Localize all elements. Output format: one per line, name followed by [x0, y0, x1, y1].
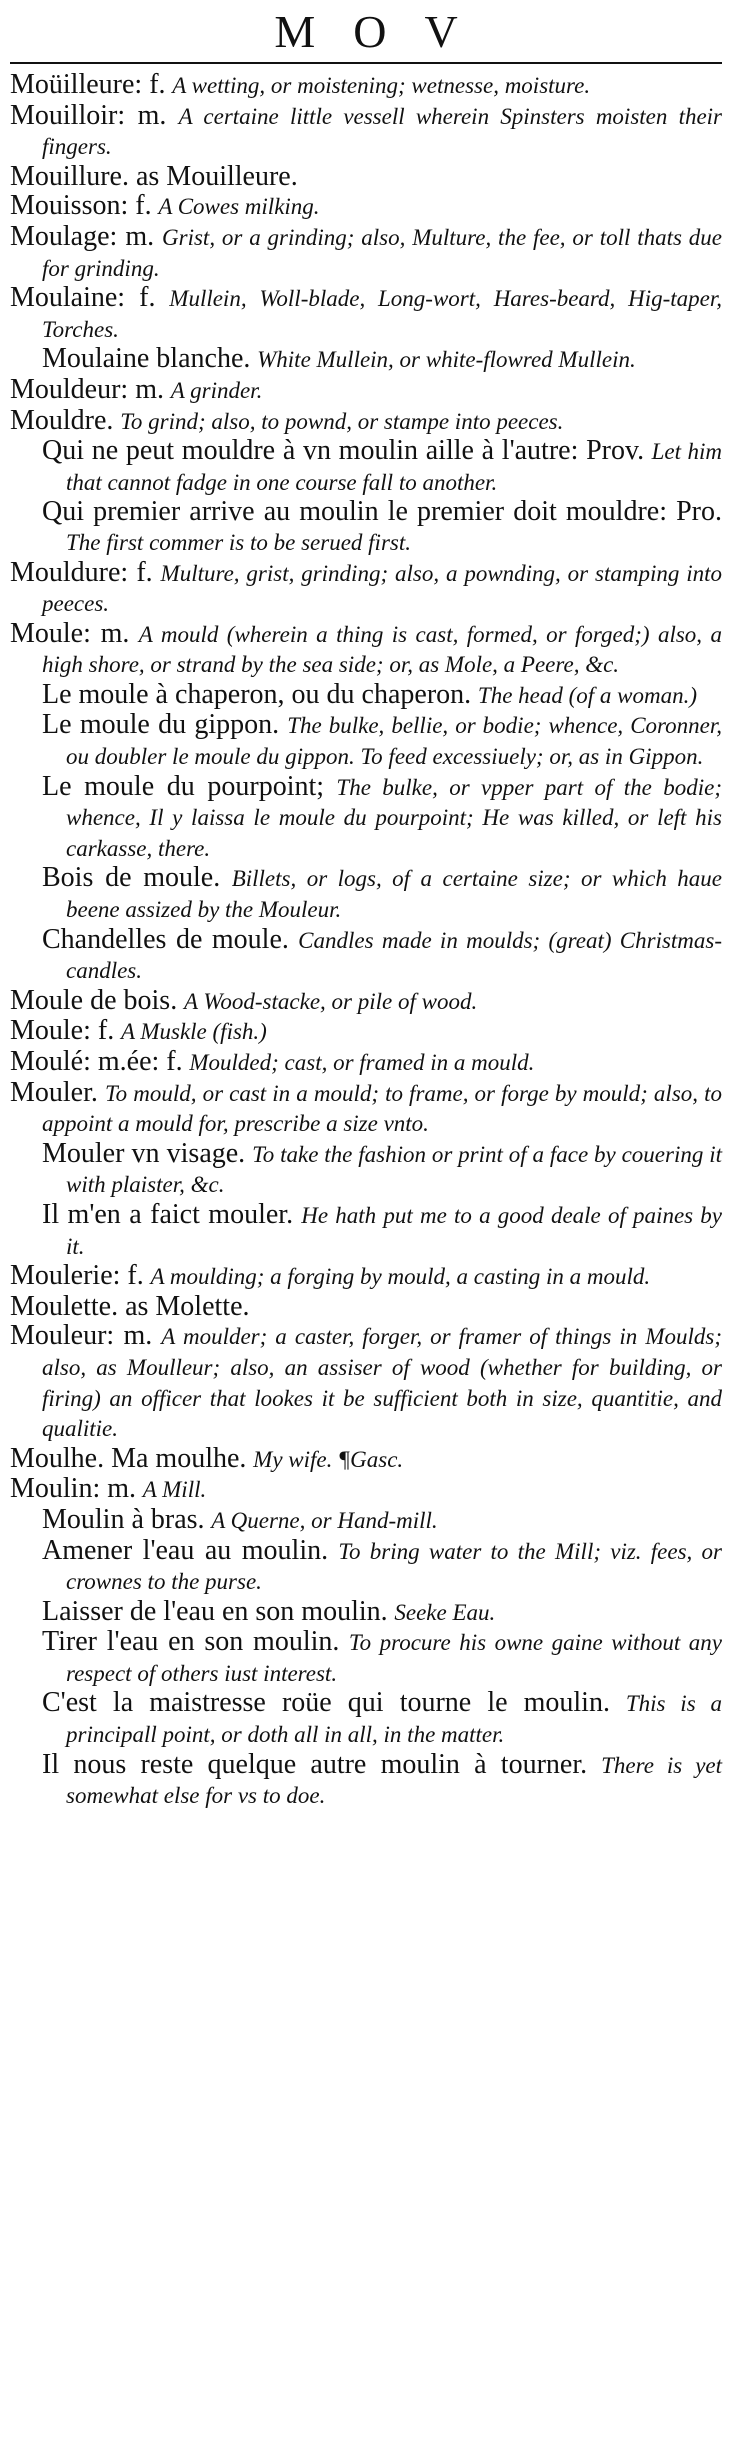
- entry-headword: Moüilleure: f.: [10, 69, 166, 100]
- entry-headword: Moulaine: f.: [10, 282, 156, 314]
- entry-headword: Moule: m.: [10, 617, 130, 649]
- entry-gloss: A Querne, or Hand-mill.: [211, 1507, 438, 1533]
- entry-headword: Mouisson: f.: [10, 190, 152, 222]
- entry-headword: Moulé: m.ée: f.: [10, 1046, 183, 1077]
- entry-headword: Moulhe. Ma moulhe.: [10, 1442, 247, 1474]
- entry-headword: Moule: f.: [10, 1015, 115, 1047]
- sub-entry: [10, 1597, 722, 1628]
- sub-entry: [10, 1627, 722, 1688]
- entry-gloss: A Cowes milking.: [158, 194, 320, 220]
- entry-headword: Le moule du pourpoint;: [42, 770, 325, 802]
- entry-headword: C'est la maistresse roüe qui tourne le moulin.: [42, 1687, 610, 1719]
- entry-gloss: Candles made in moulds; (great) Christmas-candles.: [66, 927, 723, 984]
- entry-headword: Mouler vn visage.: [42, 1137, 246, 1169]
- dictionary-entry: [10, 283, 722, 344]
- sub-entry: [10, 1750, 722, 1811]
- entry-gloss: To mould, or cast in a mould; to frame, or forge by mould; also, to appoint a mould for, prescribe a size vnto.: [42, 1080, 722, 1137]
- sub-entry: [10, 772, 722, 864]
- entry-headword: Laisser de l'eau en son moulin.: [42, 1595, 388, 1627]
- entry-headword: Moulette. as Molette.: [10, 1290, 250, 1322]
- entry-gloss: A certaine little vessell wherein Spinsters moisten their fingers.: [42, 103, 723, 160]
- dictionary-entry: [10, 101, 722, 162]
- sub-entry: [10, 925, 722, 986]
- entry-gloss: Mullein, Woll-blade, Long-wort, Hares-beard, Hig-taper, Torches.: [42, 286, 722, 342]
- entry-headword: Moulin à bras.: [42, 1503, 205, 1535]
- entry-headword: Mouldeur: m.: [10, 373, 164, 405]
- sub-entry: [10, 1139, 722, 1200]
- entry-headword: Mouler.: [10, 1076, 98, 1108]
- entry-headword: Moulerie: f.: [10, 1260, 144, 1292]
- sub-entry: [10, 436, 722, 497]
- dictionary-entry: [10, 70, 722, 101]
- dictionary-entry: [10, 1321, 722, 1443]
- entry-list: [10, 70, 722, 1811]
- dictionary-entry: [10, 191, 722, 222]
- entry-gloss: A wetting, or moistening; wetnesse, moisture.: [172, 73, 591, 98]
- dictionary-entry: [10, 986, 722, 1017]
- dictionary-entry: [10, 162, 722, 192]
- entry-gloss: The bulke, bellie, or bodie; whence, Coronner, ou doubler le moule du gippon. To feed excessiuely; or, as in Gippon.: [66, 713, 723, 770]
- entry-gloss: A moulding; a forging by mould, a casting in a mould.: [150, 1264, 651, 1290]
- dictionary-entry: [10, 406, 722, 437]
- entry-headword: Le moule du gippon.: [42, 709, 280, 741]
- entry-gloss: Moulded; cast, or framed in a mould.: [189, 1050, 535, 1075]
- sub-entry: [10, 1505, 722, 1536]
- entry-headword: Mouldre.: [10, 404, 114, 436]
- entry-headword: Moule de bois.: [10, 984, 178, 1016]
- entry-gloss: To procure his owne gaine without any respect of others iust interest.: [66, 1630, 722, 1686]
- entry-gloss: A Wood-stacke, or pile of wood.: [183, 988, 478, 1014]
- entry-gloss: Grist, or a grinding; also, Multure, the fee, or toll thats due for grinding.: [42, 224, 722, 281]
- entry-headword: Mouillure. as Mouilleure.: [10, 160, 298, 192]
- entry-headword: Mouleur: m.: [10, 1320, 153, 1352]
- entry-headword: Chandelles de moule.: [42, 923, 289, 955]
- dictionary-entry: [10, 375, 722, 406]
- sub-entry: [10, 863, 722, 924]
- entry-gloss: To grind; also, to pownd, or stampe into peeces.: [120, 408, 564, 434]
- dictionary-entry: [10, 1016, 722, 1047]
- sub-entry: [10, 1536, 722, 1597]
- entry-headword: Qui premier arrive au moulin le premier doit mouldre: Pro.: [42, 496, 722, 528]
- header-rule: [10, 62, 722, 64]
- entry-gloss: The bulke, or vpper part of the bodie; whence, Il y laissa le moule du pourpoint; He was killed, or left his carkasse, there.: [66, 774, 722, 861]
- entry-headword: Mouilloir: m.: [10, 99, 167, 131]
- entry-gloss: This is a principall point, or doth all in all, in the matter.: [66, 1691, 722, 1748]
- dictionary-entry: [10, 1292, 722, 1322]
- entry-headword: Moulaine blanche.: [42, 343, 251, 375]
- entry-gloss: A Muskle (fish.): [120, 1019, 267, 1045]
- dictionary-entry: [10, 619, 722, 680]
- entry-gloss: Let him that cannot fadge in one course fall to another.: [66, 439, 722, 495]
- entry-gloss: The head (of a woman.): [477, 682, 698, 708]
- entry-gloss: The first commer is to be serued first.: [66, 529, 411, 555]
- entry-headword: Il nous reste quelque autre moulin à tourner.: [42, 1748, 588, 1780]
- sub-entry: [10, 497, 722, 557]
- entry-gloss: A mould (wherein a thing is cast, formed, or forged;) also, a high shore, or strand by the sea side; or, as Mole, a Peere, &c.: [42, 621, 722, 678]
- entry-headword: Tirer l'eau en son moulin.: [42, 1626, 340, 1658]
- entry-headword: Mouldure: f.: [10, 556, 153, 588]
- entry-gloss: A moulder; a caster, forger, or framer of things in Moulds; also, as Moulleur; also, an assiser of wood (whether for building, or firing) an officer that lookes it be sufficient both in size, quantitie, and qualitie.: [42, 1324, 722, 1442]
- entry-headword: Moulage: m.: [10, 220, 155, 252]
- entry-gloss: There is yet somewhat else for vs to doe.: [66, 1752, 722, 1809]
- dictionary-entry: [10, 1047, 722, 1078]
- sub-entry: [10, 710, 722, 771]
- entry-gloss: A grinder.: [170, 377, 263, 403]
- entry-headword: Moulin: m.: [10, 1473, 137, 1505]
- entry-gloss: My wife. ¶Gasc.: [253, 1446, 404, 1472]
- entry-headword: Le moule à chaperon, ou du chaperon.: [42, 678, 472, 710]
- dictionary-entry: [10, 1078, 722, 1139]
- dictionary-entry: [10, 1444, 722, 1475]
- entry-gloss: To take the fashion or print of a face by couering it with plaister, &c.: [66, 1141, 722, 1198]
- sub-entry: [10, 344, 722, 375]
- entry-gloss: A Mill.: [142, 1477, 207, 1503]
- dictionary-entry: [10, 558, 722, 619]
- entry-headword: Il m'en a faict mouler.: [42, 1198, 294, 1230]
- sub-entry: [10, 1688, 722, 1749]
- sub-entry: [10, 680, 722, 711]
- entry-gloss: Multure, grist, grinding; also, a pownding, or stamping into peeces.: [42, 560, 722, 617]
- dictionary-page: [10, 0, 722, 2449]
- entry-gloss: He hath put me to a good deale of paines by it.: [66, 1202, 723, 1259]
- entry-headword: Amener l'eau au moulin.: [42, 1534, 329, 1566]
- entry-gloss: Billets, or logs, of a certaine size; or which haue beene assized by the Mouleur.: [66, 866, 723, 923]
- page-header: MOV: [274, 6, 496, 57]
- entry-headword: Qui ne peut mouldre à vn moulin aille à l'autre: Prov.: [42, 435, 645, 467]
- entry-gloss: White Mullein, or white-flowred Mullein.: [257, 347, 636, 373]
- dictionary-entry: [10, 1261, 722, 1292]
- entry-gloss: To bring water to the Mill; viz. fees, or crownes to the purse.: [66, 1538, 723, 1595]
- entry-gloss: Seeke Eau.: [394, 1599, 496, 1625]
- sub-entry: [10, 1200, 722, 1261]
- entry-headword: Bois de moule.: [42, 862, 221, 894]
- dictionary-entry: [10, 1474, 722, 1505]
- dictionary-entry: [10, 222, 722, 283]
